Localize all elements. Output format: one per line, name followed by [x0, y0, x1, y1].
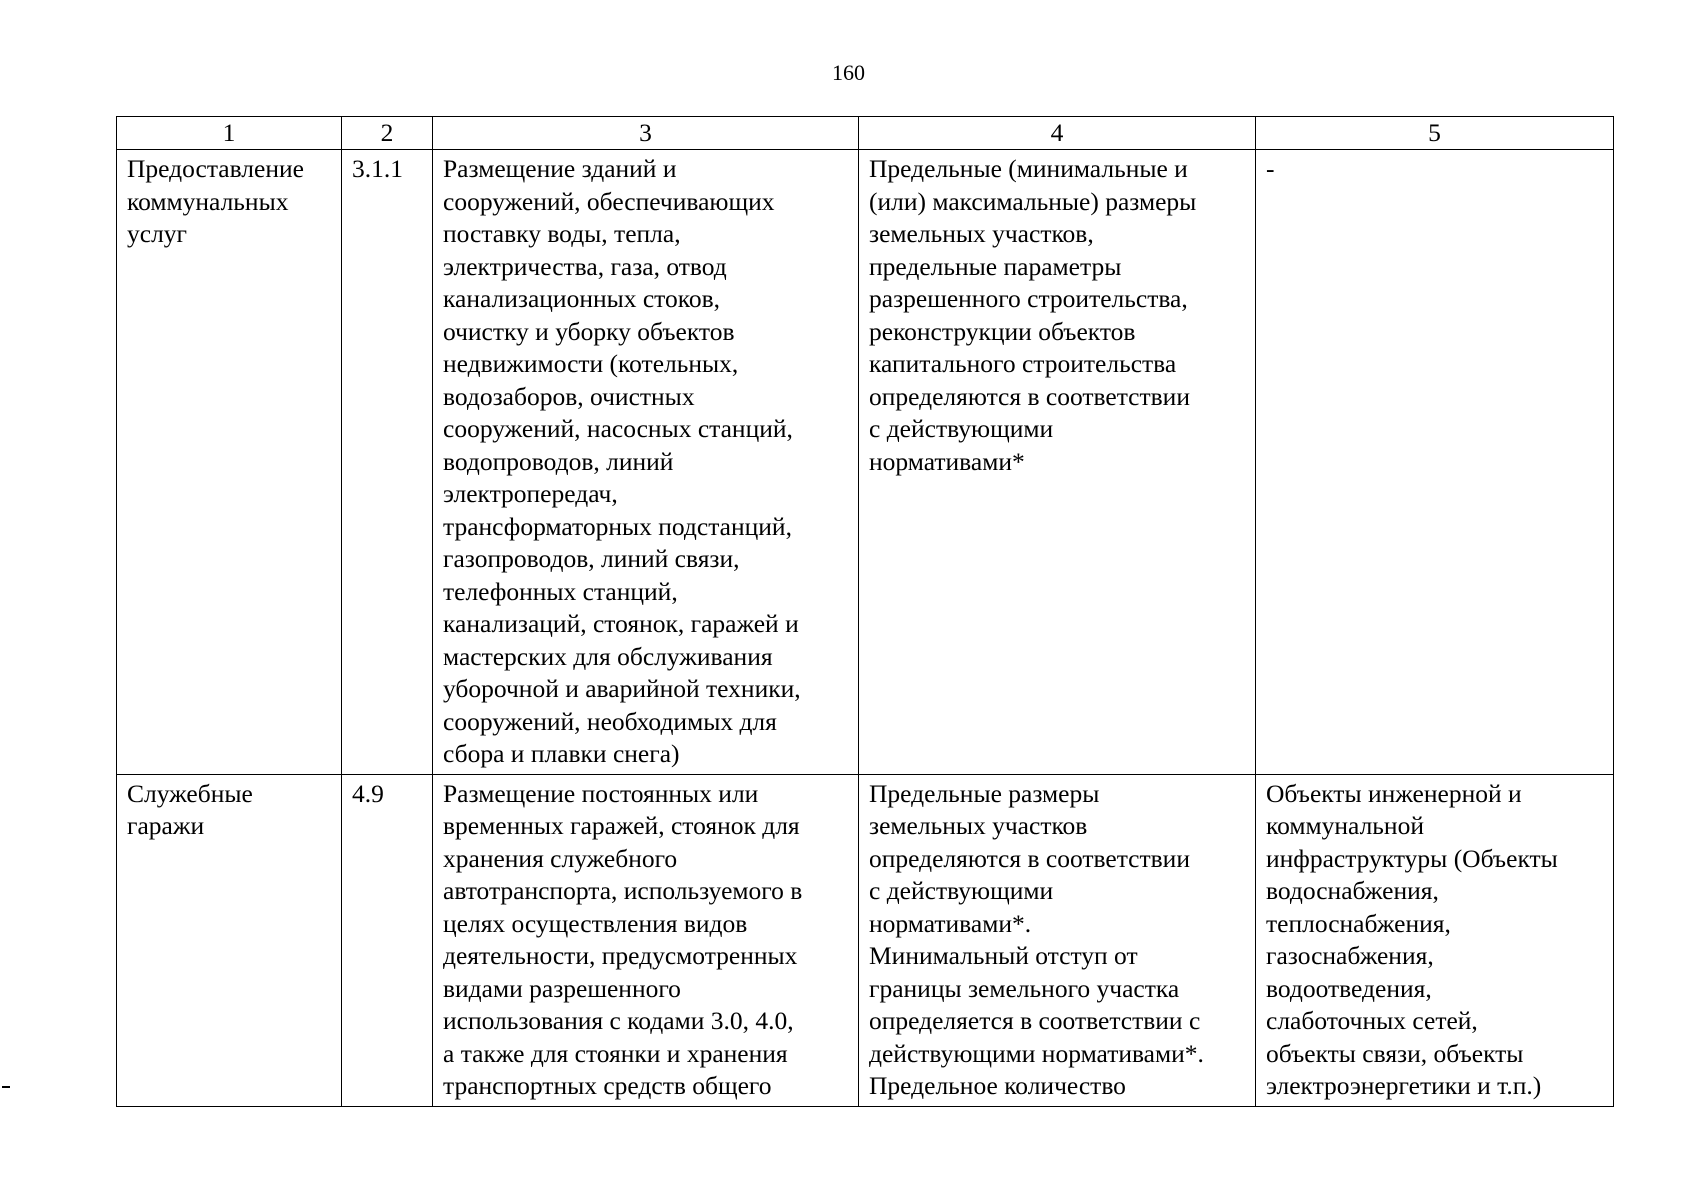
- table-row: [117, 150, 1614, 775]
- use-parameters-cell: Предельные размеры земельных участков определяются в соответствии с действующими нормативами*. Минимальный отступ от границы земельного участка определяется в соответствии с действующими нормативами*. Предельное количество: [859, 774, 1256, 1106]
- header-col-1: 1: [117, 117, 342, 150]
- margin-mark: [2, 1086, 10, 1088]
- table-header-row: [117, 117, 1614, 150]
- use-description-cell: Размещение зданий и сооружений, обеспечивающих поставку воды, тепла, электричества, газа, отвод канализационных стоков, очистку и уборку объектов недвижимости (котельных, водозаборов, очистных сооружений, насосных станций, водопроводов, линий электропередач, трансформаторных подстанций, газопроводов, линий связи, телефонных станций, канализаций, стоянок, гаражей и мастерских для обслуживания уборочной и аварийной техники, сооружений, необходимых для сбора и плавки снега): [433, 150, 859, 775]
- land-use-table: [116, 116, 1614, 1107]
- use-name-cell: Предоставление коммунальных услуг: [117, 150, 342, 775]
- header-col-4: 4: [859, 117, 1256, 150]
- header-col-2: 2: [342, 117, 433, 150]
- use-name-cell: Служебные гаражи: [117, 774, 342, 1106]
- use-parameters-cell: Предельные (минимальные и (или) максимальные) размеры земельных участков, предельные параметры разрешенного строительства, реконструкции объектов капитального строительства определяются в соответствии с действующими нормативами*: [859, 150, 1256, 775]
- header-col-5: 5: [1256, 117, 1614, 150]
- use-code-cell: 3.1.1: [342, 150, 433, 775]
- use-extra-cell: Объекты инженерной и коммунальной инфраструктуры (Объекты водоснабжения, теплоснабжения, газоснабжения, водоотведения, слаботочных сетей, объекты связи, объекты электроэнергетики и т.п.): [1256, 774, 1614, 1106]
- page-number: 160: [832, 60, 865, 85]
- table-row: [117, 774, 1614, 1106]
- use-description-cell: Размещение постоянных или временных гаражей, стоянок для хранения служебного автотранспорта, используемого в целях осуществления видов деятельности, предусмотренных видами разрешенного использования с кодами 3.0, 4.0, а также для стоянки и хранения транспортных средств общего: [433, 774, 859, 1106]
- header-col-3: 3: [433, 117, 859, 150]
- use-extra-cell: -: [1256, 150, 1614, 775]
- use-code-cell: 4.9: [342, 774, 433, 1106]
